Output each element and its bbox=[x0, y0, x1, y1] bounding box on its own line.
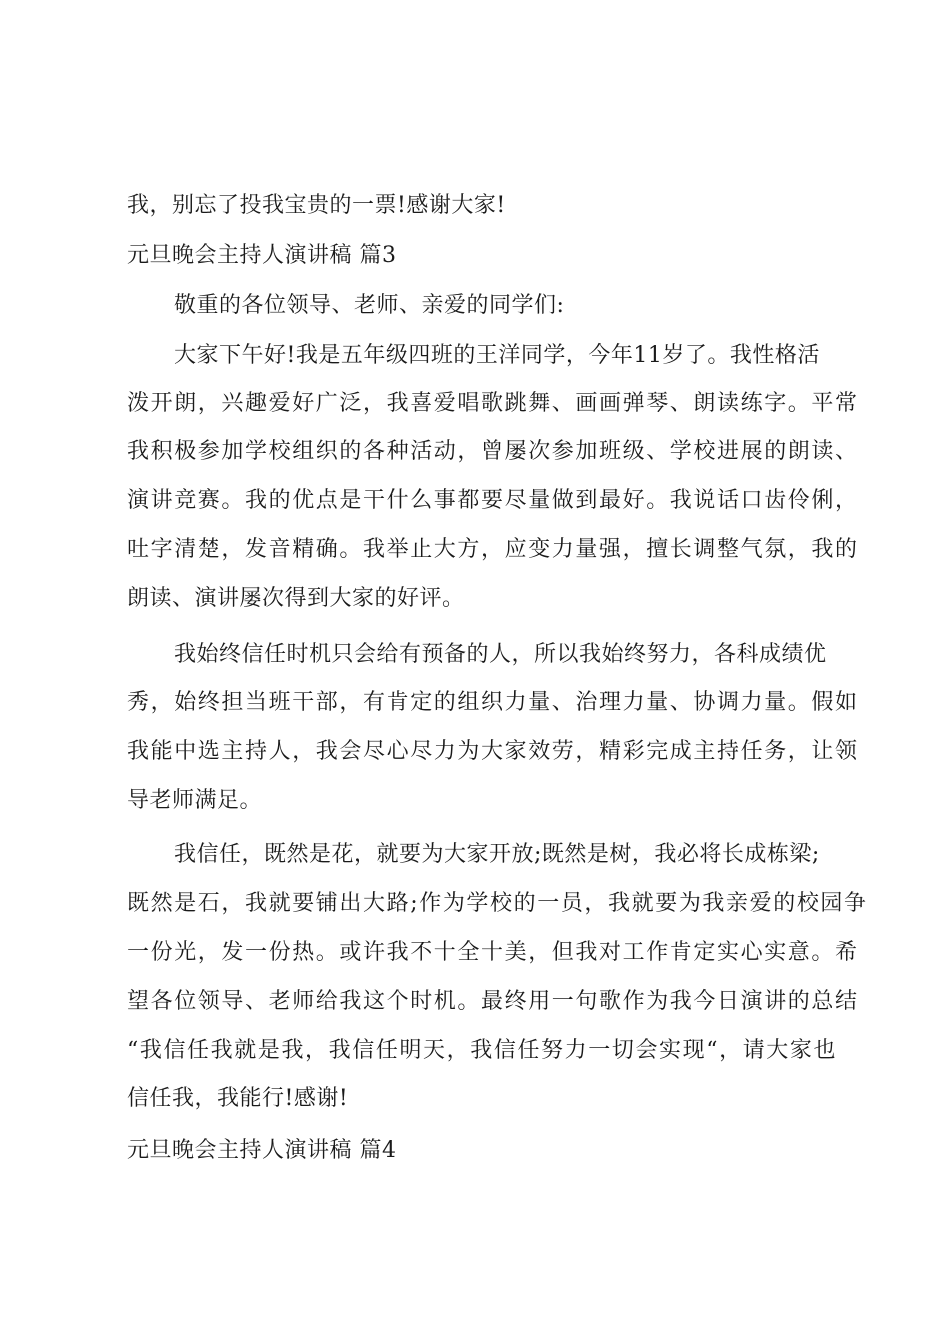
paragraph-1-line: 大家下午好!我是五年级四班的王洋同学，今年11岁了。我性格活 bbox=[174, 343, 820, 368]
paragraph-2-line: 我始终信任时机只会给有预备的人，所以我始终努力，各科成绩优 bbox=[174, 642, 827, 667]
paragraph-2-line: 我能中选主持人，我会尽心尽力为大家效劳，精彩完成主持任务，让领 bbox=[127, 739, 859, 764]
paragraph-1-line: 演讲竞赛。我的优点是干什么事都要尽量做到最好。我说话口齿伶俐， bbox=[127, 488, 859, 513]
paragraph-1-line: 我积极参加学校组织的各种活动，曾屡次参加班级、学校进展的朗读、 bbox=[127, 439, 859, 464]
paragraph-3-line: 信任我，我能行!感谢! bbox=[127, 1086, 349, 1111]
section-4-title: 元旦晚会主持人演讲稿 篇4 bbox=[127, 1138, 397, 1163]
paragraph-1-line: 泼开朗，兴趣爱好广泛，我喜爱唱歌跳舞、画画弹琴、朗读练字。平常 bbox=[127, 391, 859, 416]
paragraph-3-line: 我信任，既然是花，就要为大家开放;既然是树，我必将长成栋梁; bbox=[174, 842, 820, 867]
paragraph-3-line: 既然是石，我就要铺出大路;作为学校的一员，我就要为我亲爱的校园争 bbox=[127, 891, 868, 916]
paragraph-1-line: 吐字清楚，发音精确。我举止大方，应变力量强，擅长调整气氛，我的 bbox=[127, 537, 859, 562]
paragraph-2-line: 导老师满足。 bbox=[127, 788, 263, 813]
paragraph-3-line: “我信任我就是我，我信任明天，我信任努力一切会实现“，请大家也 bbox=[127, 1038, 838, 1063]
greeting-text: 敬重的各位领导、老师、亲爱的同学们: bbox=[174, 293, 565, 318]
section-3-title: 元旦晚会主持人演讲稿 篇3 bbox=[127, 243, 397, 268]
paragraph-2-line: 秀，始终担当班干部，有肯定的组织力量、治理力量、协调力量。假如 bbox=[127, 690, 859, 715]
continuation-text: 我，别忘了投我宝贵的一票!感谢大家! bbox=[127, 193, 506, 218]
paragraph-3-line: 一份光，发一份热。或许我不十全十美，但我对工作肯定实心实意。希 bbox=[127, 940, 859, 965]
paragraph-3-line: 望各位领导、老师给我这个时机。最终用一句歌作为我今日演讲的总结 bbox=[127, 989, 859, 1014]
paragraph-1-line: 朗读、演讲屡次得到大家的好评。 bbox=[127, 586, 465, 611]
